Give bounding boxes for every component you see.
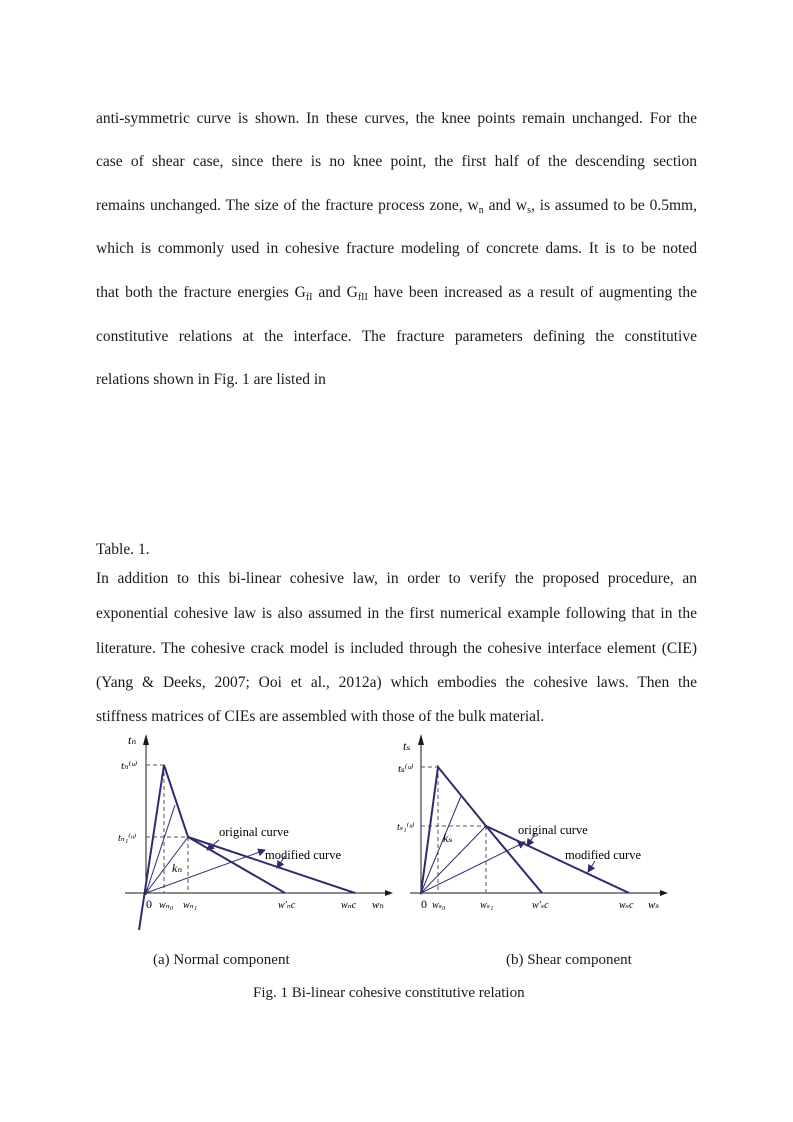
body-text-line: In addition to this bi-linear cohesive law, in order to verify the proposed procedure, an [96,570,697,587]
peak-value-label: tₙ⁽ᵘ⁾ [121,760,138,772]
subscript: s [527,205,531,216]
knee-value-label: tₛ₁⁽ᵘ⁾ [397,822,415,833]
text-span: and w [483,197,528,214]
x-tick-label: wₙc [341,900,357,911]
x-tick-label: wₛ₁ [480,900,494,911]
x-tick-label: wₙ₁ [183,900,198,911]
text-span: that both the fracture energies G [96,284,306,301]
body-text-line: (Yang & Deeks, 2007; Ooi et al., 2012a) which embodies the cohesive laws. Then the [96,674,697,691]
y-axis-label: tₙ [128,733,137,747]
body-text-line: literature. The cohesive crack model is included through the cohesive interface element (CIE) [96,640,697,657]
stiffness-label: kₛ [443,831,453,845]
original-curve-label: original curve [219,825,289,839]
x-tick-label: wₛc [619,900,634,911]
x-axis-label: wₙ [372,899,384,911]
normal-component-diagram [115,730,395,940]
body-text-line: stiffness matrices of CIEs are assembled with those of the bulk material. [96,708,545,725]
subfigure-caption-b: (b) Shear component [506,952,632,968]
subscript: fI [305,292,313,303]
peak-value-label: tₛ⁽ᵘ⁾ [398,763,414,775]
body-text-line: which is commonly used in cohesive fracture modeling of concrete dams. It is to be noted [96,240,697,257]
figure-caption: Fig. 1 Bi-linear cohesive constitutive relation [253,985,525,1001]
y-axis-arrow [143,734,149,745]
unloading-line [421,842,525,893]
modified-curve-label: modified curve [565,848,642,862]
body-text-line: anti-symmetric curve is shown. In these curves, the knee points remain unchanged. For the [96,110,697,127]
origin-label: 0 [421,897,427,911]
body-text-line: exponential cohesive law is also assumed in the first numerical example following that in the [96,605,697,622]
x-tick-label: w'ₙc [278,900,296,911]
text-span: , is assumed to be 0.5mm, [530,197,697,214]
body-text-line: relations shown in Fig. 1 are listed in [96,371,326,388]
x-tick-label: w'ₛc [532,900,549,911]
x-axis-label: wₛ [648,899,660,911]
text-span: remains unchanged. The size of the fracture process zone, w [96,197,479,214]
origin-label: 0 [146,897,152,911]
x-axis-arrow [660,890,668,896]
body-text-line: case of shear case, since there is no knee point, the first half of the descending section [96,153,697,170]
text-span: have been increased as a result of augmenting the [367,284,698,301]
original-curve-label: original curve [518,823,588,837]
x-tick-label: wₛ₀ [432,900,446,911]
body-text-line [96,197,697,220]
modified-pointer [588,861,595,872]
shear-component-diagram [395,730,675,940]
text-span: and G [312,284,358,301]
x-axis-arrow [385,890,393,896]
body-text-line [96,284,697,307]
secant-line [421,826,486,893]
subscript: fII [357,292,368,303]
y-axis-label: tₛ [403,739,411,753]
knee-value-label: tₙ₁⁽ᵘ⁾ [118,833,137,844]
subfigure-caption-a: (a) Normal component [153,952,290,968]
subscript: n [478,205,484,216]
y-axis-arrow [418,734,424,745]
table-reference: Table. 1. [96,541,150,558]
x-tick-label: wₙ₀ [159,900,174,911]
modified-curve-label: modified curve [265,848,342,862]
stiffness-label: kₙ [172,861,183,875]
body-text-line: constitutive relations at the interface. The fracture parameters defining the constitutive [96,328,697,345]
